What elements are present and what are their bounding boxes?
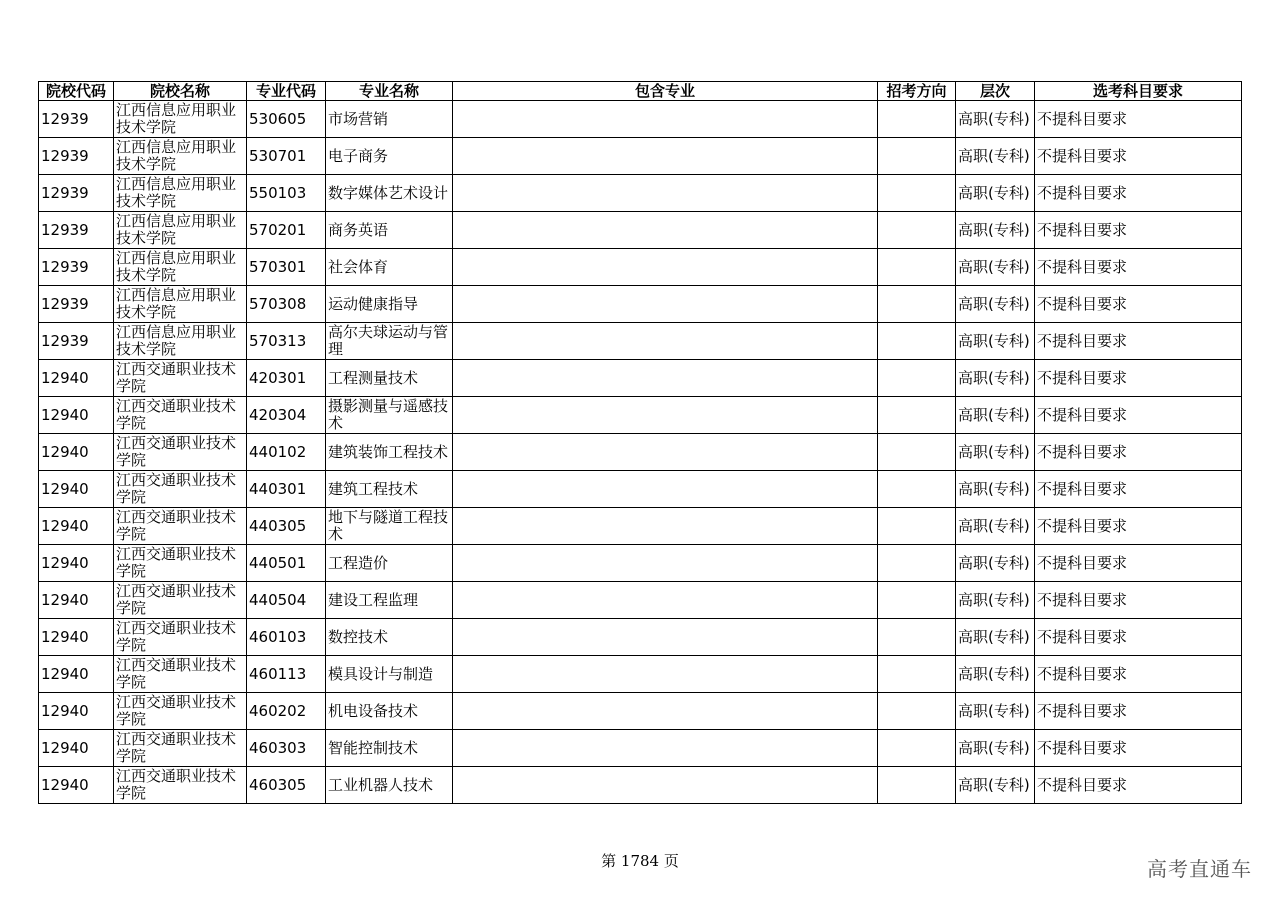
cell-major-code: 440305 (247, 508, 326, 545)
cell-level: 高职(专科) (956, 138, 1035, 175)
cell-included-majors (453, 397, 878, 434)
cell-subject-requirement: 不提科目要求 (1035, 619, 1242, 656)
cell-direction (878, 471, 956, 508)
cell-direction (878, 175, 956, 212)
cell-level: 高职(专科) (956, 693, 1035, 730)
cell-direction (878, 508, 956, 545)
cell-school-name: 江西交通职业技术学院 (114, 360, 247, 397)
cell-school-name: 江西交通职业技术学院 (114, 582, 247, 619)
table-row (39, 397, 1242, 434)
cell-major-code: 460103 (247, 619, 326, 656)
cell-subject-requirement: 不提科目要求 (1035, 582, 1242, 619)
header-row (39, 82, 1242, 101)
cell-school-code: 12939 (39, 323, 114, 360)
cell-included-majors (453, 545, 878, 582)
cell-direction (878, 730, 956, 767)
cell-subject-requirement: 不提科目要求 (1035, 286, 1242, 323)
cell-major-name: 地下与隧道工程技术 (326, 508, 453, 545)
cell-level: 高职(专科) (956, 656, 1035, 693)
cell-subject-requirement: 不提科目要求 (1035, 323, 1242, 360)
cell-major-code: 460202 (247, 693, 326, 730)
cell-included-majors (453, 175, 878, 212)
cell-school-name: 江西信息应用职业技术学院 (114, 138, 247, 175)
cell-level: 高职(专科) (956, 212, 1035, 249)
cell-level: 高职(专科) (956, 360, 1035, 397)
cell-subject-requirement: 不提科目要求 (1035, 693, 1242, 730)
cell-school-name: 江西交通职业技术学院 (114, 730, 247, 767)
cell-subject-requirement: 不提科目要求 (1035, 212, 1242, 249)
cell-major-code: 440102 (247, 434, 326, 471)
table-row (39, 323, 1242, 360)
cell-school-name: 江西交通职业技术学院 (114, 545, 247, 582)
cell-subject-requirement: 不提科目要求 (1035, 175, 1242, 212)
cell-subject-requirement: 不提科目要求 (1035, 767, 1242, 804)
cell-school-name: 江西信息应用职业技术学院 (114, 175, 247, 212)
cell-major-name: 工程造价 (326, 545, 453, 582)
cell-direction (878, 286, 956, 323)
cell-major-name: 数字媒体艺术设计 (326, 175, 453, 212)
cell-direction (878, 434, 956, 471)
cell-major-code: 570308 (247, 286, 326, 323)
cell-major-code: 440504 (247, 582, 326, 619)
cell-major-code: 550103 (247, 175, 326, 212)
header-included-majors: 包含专业 (453, 82, 878, 101)
cell-school-code: 12940 (39, 471, 114, 508)
cell-school-code: 12939 (39, 286, 114, 323)
cell-major-code: 440501 (247, 545, 326, 582)
cell-major-code: 460113 (247, 656, 326, 693)
cell-level: 高职(专科) (956, 619, 1035, 656)
cell-direction (878, 101, 956, 138)
cell-included-majors (453, 360, 878, 397)
cell-school-name: 江西交通职业技术学院 (114, 397, 247, 434)
page-number: 第 1784 页 (601, 852, 679, 870)
admissions-table (38, 81, 1242, 804)
cell-school-code: 12940 (39, 730, 114, 767)
cell-school-code: 12939 (39, 175, 114, 212)
cell-level: 高职(专科) (956, 434, 1035, 471)
cell-direction (878, 619, 956, 656)
cell-level: 高职(专科) (956, 175, 1035, 212)
cell-level: 高职(专科) (956, 582, 1035, 619)
cell-major-name: 社会体育 (326, 249, 453, 286)
cell-included-majors (453, 101, 878, 138)
cell-major-name: 建筑装饰工程技术 (326, 434, 453, 471)
cell-major-name: 建设工程监理 (326, 582, 453, 619)
cell-included-majors (453, 323, 878, 360)
cell-direction (878, 249, 956, 286)
cell-major-code: 570313 (247, 323, 326, 360)
table-row (39, 656, 1242, 693)
cell-subject-requirement: 不提科目要求 (1035, 545, 1242, 582)
cell-major-name: 商务英语 (326, 212, 453, 249)
cell-school-name: 江西交通职业技术学院 (114, 434, 247, 471)
cell-school-name: 江西交通职业技术学院 (114, 471, 247, 508)
cell-direction (878, 212, 956, 249)
cell-direction (878, 767, 956, 804)
cell-school-code: 12940 (39, 397, 114, 434)
cell-school-name: 江西信息应用职业技术学院 (114, 212, 247, 249)
table-row (39, 138, 1242, 175)
cell-level: 高职(专科) (956, 397, 1035, 434)
table-row (39, 286, 1242, 323)
cell-subject-requirement: 不提科目要求 (1035, 360, 1242, 397)
cell-school-name: 江西交通职业技术学院 (114, 693, 247, 730)
watermark-text: 高考直通车 (1147, 857, 1252, 881)
cell-subject-requirement: 不提科目要求 (1035, 434, 1242, 471)
cell-major-name: 智能控制技术 (326, 730, 453, 767)
cell-school-code: 12940 (39, 767, 114, 804)
cell-subject-requirement: 不提科目要求 (1035, 730, 1242, 767)
cell-school-name: 江西交通职业技术学院 (114, 656, 247, 693)
cell-direction (878, 582, 956, 619)
cell-direction (878, 693, 956, 730)
cell-major-name: 数控技术 (326, 619, 453, 656)
cell-direction (878, 323, 956, 360)
table-row (39, 249, 1242, 286)
cell-school-code: 12940 (39, 545, 114, 582)
cell-school-code: 12940 (39, 619, 114, 656)
cell-level: 高职(专科) (956, 508, 1035, 545)
header-direction: 招考方向 (878, 82, 956, 101)
cell-included-majors (453, 286, 878, 323)
cell-major-code: 420301 (247, 360, 326, 397)
cell-subject-requirement: 不提科目要求 (1035, 471, 1242, 508)
cell-school-code: 12939 (39, 138, 114, 175)
header-major-code: 专业代码 (247, 82, 326, 101)
table-row (39, 767, 1242, 804)
cell-subject-requirement: 不提科目要求 (1035, 138, 1242, 175)
header-school-code: 院校代码 (39, 82, 114, 101)
cell-included-majors (453, 619, 878, 656)
cell-included-majors (453, 212, 878, 249)
cell-level: 高职(专科) (956, 249, 1035, 286)
table-row (39, 175, 1242, 212)
table-row (39, 545, 1242, 582)
cell-school-name: 江西信息应用职业技术学院 (114, 323, 247, 360)
cell-included-majors (453, 656, 878, 693)
table-row (39, 434, 1242, 471)
cell-included-majors (453, 508, 878, 545)
table-row (39, 101, 1242, 138)
cell-major-name: 摄影测量与遥感技术 (326, 397, 453, 434)
cell-subject-requirement: 不提科目要求 (1035, 656, 1242, 693)
cell-school-name: 江西交通职业技术学院 (114, 619, 247, 656)
cell-major-name: 电子商务 (326, 138, 453, 175)
cell-major-name: 工程测量技术 (326, 360, 453, 397)
cell-school-code: 12939 (39, 249, 114, 286)
table-row (39, 360, 1242, 397)
header-major-name: 专业名称 (326, 82, 453, 101)
cell-included-majors (453, 767, 878, 804)
cell-major-name: 高尔夫球运动与管理 (326, 323, 453, 360)
cell-school-code: 12940 (39, 508, 114, 545)
cell-direction (878, 656, 956, 693)
cell-major-code: 570201 (247, 212, 326, 249)
cell-major-name: 运动健康指导 (326, 286, 453, 323)
cell-major-name: 工业机器人技术 (326, 767, 453, 804)
cell-subject-requirement: 不提科目要求 (1035, 397, 1242, 434)
table-row (39, 693, 1242, 730)
cell-subject-requirement: 不提科目要求 (1035, 508, 1242, 545)
table-body (39, 101, 1242, 804)
cell-level: 高职(专科) (956, 730, 1035, 767)
cell-level: 高职(专科) (956, 323, 1035, 360)
cell-direction (878, 138, 956, 175)
cell-subject-requirement: 不提科目要求 (1035, 101, 1242, 138)
table-row (39, 508, 1242, 545)
header-level: 层次 (956, 82, 1035, 101)
cell-included-majors (453, 138, 878, 175)
cell-included-majors (453, 730, 878, 767)
header-subject-requirement: 选考科目要求 (1035, 82, 1242, 101)
cell-level: 高职(专科) (956, 545, 1035, 582)
cell-included-majors (453, 249, 878, 286)
cell-school-code: 12940 (39, 434, 114, 471)
cell-school-name: 江西信息应用职业技术学院 (114, 286, 247, 323)
cell-direction (878, 545, 956, 582)
cell-school-name: 江西交通职业技术学院 (114, 508, 247, 545)
table-row (39, 582, 1242, 619)
cell-included-majors (453, 582, 878, 619)
table-row (39, 619, 1242, 656)
cell-major-code: 530701 (247, 138, 326, 175)
cell-direction (878, 360, 956, 397)
cell-major-code: 530605 (247, 101, 326, 138)
cell-level: 高职(专科) (956, 767, 1035, 804)
cell-subject-requirement: 不提科目要求 (1035, 249, 1242, 286)
cell-included-majors (453, 471, 878, 508)
cell-school-name: 江西信息应用职业技术学院 (114, 101, 247, 138)
cell-major-code: 440301 (247, 471, 326, 508)
cell-school-code: 12939 (39, 212, 114, 249)
cell-major-name: 建筑工程技术 (326, 471, 453, 508)
header-school-name: 院校名称 (114, 82, 247, 101)
cell-included-majors (453, 434, 878, 471)
cell-school-code: 12940 (39, 582, 114, 619)
cell-school-name: 江西信息应用职业技术学院 (114, 249, 247, 286)
cell-direction (878, 397, 956, 434)
cell-major-code: 460303 (247, 730, 326, 767)
cell-major-name: 模具设计与制造 (326, 656, 453, 693)
cell-included-majors (453, 693, 878, 730)
cell-school-code: 12940 (39, 360, 114, 397)
cell-major-code: 420304 (247, 397, 326, 434)
cell-school-name: 江西交通职业技术学院 (114, 767, 247, 804)
cell-level: 高职(专科) (956, 101, 1035, 138)
cell-major-code: 460305 (247, 767, 326, 804)
cell-major-code: 570301 (247, 249, 326, 286)
cell-major-name: 机电设备技术 (326, 693, 453, 730)
cell-school-code: 12940 (39, 693, 114, 730)
table-row (39, 471, 1242, 508)
table-row (39, 212, 1242, 249)
cell-major-name: 市场营销 (326, 101, 453, 138)
cell-level: 高职(专科) (956, 286, 1035, 323)
cell-level: 高职(专科) (956, 471, 1035, 508)
table-row (39, 730, 1242, 767)
cell-school-code: 12940 (39, 656, 114, 693)
cell-school-code: 12939 (39, 101, 114, 138)
